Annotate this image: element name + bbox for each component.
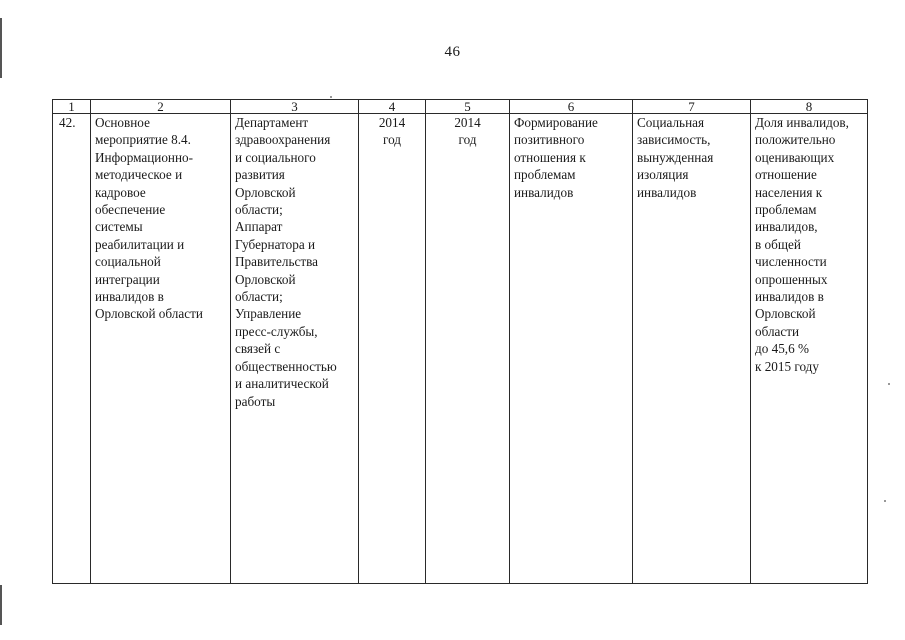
events-table	[52, 99, 868, 584]
executor-text: Департамент здравоохранения и социального развития Орловской области; Аппарат Губернатора и Правительства Орловской области; Управление пресс-службы, связей с общественностью и аналитической работы	[235, 115, 337, 409]
end-year: 2014 год	[454, 115, 481, 148]
column-number: 5	[426, 100, 510, 114]
start-year: 2014 год	[378, 115, 406, 148]
event-name: Основное мероприятие 8.4. Информационно- методическое и кадровое обеспечение системы реабилитации и социальной интеграции инвалидов в Орловской области	[95, 115, 203, 322]
scan-speck	[884, 500, 886, 502]
event-cell	[91, 114, 231, 584]
row-number-cell	[53, 114, 91, 584]
scan-speck	[330, 96, 332, 98]
consequence-cell	[633, 114, 751, 584]
column-number: 3	[231, 100, 359, 114]
column-number: 4	[359, 100, 426, 114]
column-number: 7	[633, 100, 751, 114]
page-number: 46	[444, 44, 461, 60]
end-cell	[426, 114, 510, 584]
indicator-cell	[751, 114, 868, 584]
column-number: 6	[510, 100, 633, 114]
executor-cell	[231, 114, 359, 584]
expected-result: Формирование позитивного отношения к проблемам инвалидов	[514, 115, 598, 200]
start-cell	[359, 114, 426, 584]
result-cell	[510, 114, 633, 584]
column-number: 2	[91, 100, 231, 114]
scan-speck	[888, 383, 890, 385]
column-number-row	[53, 100, 868, 114]
non-implementation-consequence: Социальная зависимость, вынужденная изоляция инвалидов	[637, 115, 714, 200]
scan-edge-mark	[0, 585, 2, 625]
indicator-text: Доля инвалидов, положительно оценивающих отношение населения к проблемам инвалидов, в общей численности опрошенных инвалидов в Орловской области до 45,6 % к 2015 году	[755, 115, 849, 374]
column-number: 1	[53, 100, 91, 114]
column-number: 8	[751, 100, 868, 114]
row-number: 42.	[59, 115, 76, 130]
table-row	[53, 114, 868, 584]
